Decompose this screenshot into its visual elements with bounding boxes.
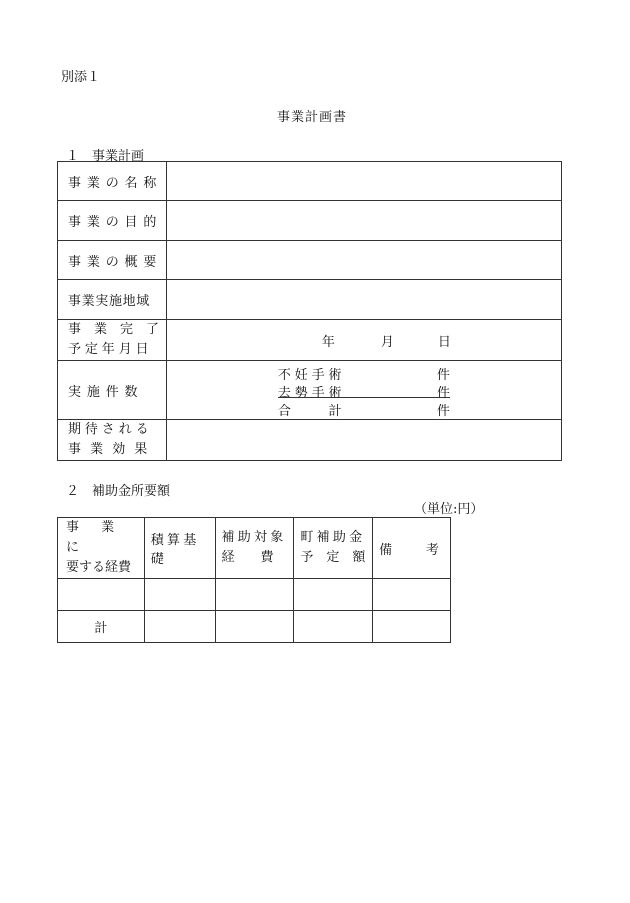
cell-town-subsidy <box>294 579 373 611</box>
spay-unit: 件 <box>436 368 450 383</box>
expected-effect-line2: 事業効果 <box>68 442 157 457</box>
document-title: 事業計画書 <box>277 110 348 125</box>
required-cost-line1: 事 業 に <box>66 520 137 555</box>
total-count-unit: 件 <box>436 404 450 419</box>
header-calculation-basis: 積算基礎 <box>144 518 215 579</box>
neuter-label: 去勢手術 <box>277 386 346 401</box>
label-business-name: 事業の名称 <box>58 162 167 201</box>
month-label: 月 <box>380 335 394 350</box>
completion-date-line2: 予定年月日 <box>68 342 153 357</box>
cell-remarks <box>373 579 451 611</box>
value-business-overview <box>166 241 561 280</box>
total-count-label: 合 計 <box>277 404 346 419</box>
total-calculation-basis <box>144 611 215 643</box>
cell-calculation-basis <box>144 579 215 611</box>
spay-label: 不妊手術 <box>277 368 346 383</box>
town-subsidy-line2: 予 定 額 <box>300 550 366 565</box>
required-cost-line2: 要する経費 <box>66 560 132 575</box>
total-row-label: 計 <box>58 611 145 643</box>
cell-required-cost <box>58 579 145 611</box>
label-business-purpose: 事業の目的 <box>58 201 167 241</box>
attachment-label: 別添１ <box>61 70 101 85</box>
label-implementation-area: 事業実施地域 <box>58 280 167 320</box>
day-label: 日 <box>437 335 451 350</box>
business-plan-table <box>57 161 562 461</box>
eligible-cost-line2: 経 費 <box>221 550 274 565</box>
value-business-purpose <box>166 201 561 241</box>
header-required-cost <box>58 518 145 579</box>
completion-date-line1: 事 業 完 了 <box>68 322 160 337</box>
section1-heading: １ 事業計画 <box>66 149 145 164</box>
label-business-overview: 事業の概要 <box>58 241 167 280</box>
total-eligible-cost <box>215 611 294 643</box>
total-town-subsidy <box>294 611 373 643</box>
label-completion-date <box>58 320 167 361</box>
neuter-unit: 件 <box>436 386 450 401</box>
town-subsidy-line1: 町補助金 <box>300 530 366 545</box>
eligible-cost-line1: 補助対象 <box>221 530 287 545</box>
total-remarks <box>373 611 451 643</box>
header-town-subsidy <box>294 518 373 579</box>
cell-eligible-cost <box>215 579 294 611</box>
value-business-name <box>166 162 561 201</box>
section2-heading: ２ 補助金所要額 <box>66 484 171 499</box>
subsidy-table <box>57 517 451 643</box>
value-implementation-area <box>166 280 561 320</box>
value-expected-effect <box>166 420 561 461</box>
year-label: 年 <box>321 335 335 350</box>
subtotal-underline <box>278 397 450 398</box>
header-remarks: 備 考 <box>373 518 451 579</box>
value-completion-date <box>166 320 561 361</box>
unit-label: （単位:円） <box>414 502 484 517</box>
label-implementation-count: 実施件数 <box>58 361 167 420</box>
expected-effect-line1: 期待される <box>68 422 153 437</box>
value-implementation-count <box>166 361 561 420</box>
header-eligible-cost <box>215 518 294 579</box>
label-expected-effect <box>58 420 167 461</box>
